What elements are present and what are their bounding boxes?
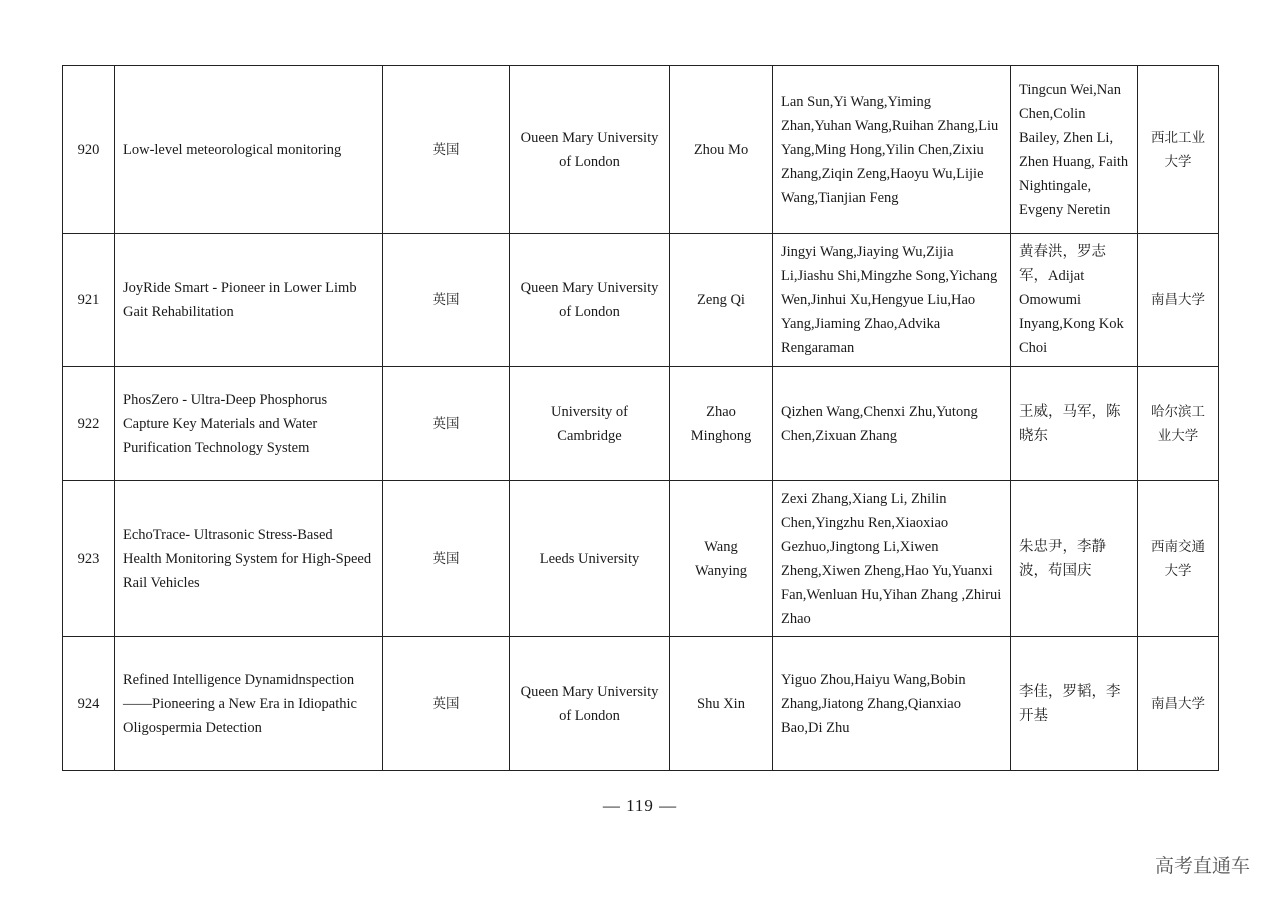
university: Leeds University — [510, 481, 670, 637]
country: 英国 — [383, 234, 510, 367]
row-number: 923 — [63, 481, 115, 637]
country: 英国 — [383, 367, 510, 481]
team-members: Yiguo Zhou,Haiyu Wang,Bobin Zhang,Jiatong Zhang,Qianxiao Bao,Di Zhu — [773, 637, 1011, 771]
country: 英国 — [383, 637, 510, 771]
page-number: — 119 — — [602, 796, 678, 815]
domestic-university: 西北工业大学 — [1138, 66, 1219, 234]
domestic-university: 南昌大学 — [1138, 234, 1219, 367]
country: 英国 — [383, 481, 510, 637]
table-row — [63, 637, 1219, 771]
project-name: Refined Intelligence Dynamidnspection——Pioneering a New Era in Idiopathic Oligospermia Detection — [115, 637, 383, 771]
project-table — [62, 65, 1219, 771]
project-name: Low-level meteorological monitoring — [115, 66, 383, 234]
domestic-university: 哈尔滨工业大学 — [1138, 367, 1219, 481]
table-row — [63, 234, 1219, 367]
row-number: 924 — [63, 637, 115, 771]
table-row — [63, 481, 1219, 637]
watermark: 高考直通车 — [1154, 855, 1250, 877]
team-members: Lan Sun,Yi Wang,Yiming Zhan,Yuhan Wang,Ruihan Zhang,Liu Yang,Ming Hong,Yilin Chen,Zixiu Zhang,Ziqin Zeng,Haoyu Wu,Lijie Wang,Tianjian Feng — [773, 66, 1011, 234]
project-name: JoyRide Smart - Pioneer in Lower Limb Gait Rehabilitation — [115, 234, 383, 367]
project-name: EchoTrace- Ultrasonic Stress-Based Health Monitoring System for High-Speed Rail Vehicles — [115, 481, 383, 637]
mentors: 黄春洪，罗志军，Adijat Omowumi Inyang,Kong Kok Choi — [1011, 234, 1138, 367]
row-number: 921 — [63, 234, 115, 367]
team-members: Jingyi Wang,Jiaying Wu,Zijia Li,Jiashu Shi,Mingzhe Song,Yichang Wen,Jinhui Xu,Hengyue Liu,Hao Yang,Jiaming Zhao,Advika Rengaraman — [773, 234, 1011, 367]
university: Oueen Mary University of London — [510, 66, 670, 234]
table-row — [63, 66, 1219, 234]
project-name: PhosZero - Ultra-Deep Phosphorus Capture Key Materials and Water Purification Technology System — [115, 367, 383, 481]
student: Zhao Minghong — [670, 367, 773, 481]
mentors: Tingcun Wei,Nan Chen,Colin Bailey, Zhen Li, Zhen Huang, Faith Nightingale, Evgeny Neretin — [1011, 66, 1138, 234]
university: University of Cambridge — [510, 367, 670, 481]
country: 英国 — [383, 66, 510, 234]
university: Queen Mary University of London — [510, 234, 670, 367]
domestic-university: 西南交通大学 — [1138, 481, 1219, 637]
mentors: 朱忠尹，李静波，苟国庆 — [1011, 481, 1138, 637]
university: Queen Mary University of London — [510, 637, 670, 771]
table-row — [63, 367, 1219, 481]
team-members: Zexi Zhang,Xiang Li, Zhilin Chen,Yingzhu Ren,Xiaoxiao Gezhuo,Jingtong Li,Xiwen Zheng,Xiwen Zheng,Hao Yu,Yuanxi Fan,Wenluan Hu,Yihan Zhang ,Zhirui Zhao — [773, 481, 1011, 637]
team-members: Qizhen Wang,Chenxi Zhu,Yutong Chen,Zixuan Zhang — [773, 367, 1011, 481]
row-number: 920 — [63, 66, 115, 234]
mentors: 李佳，罗韬，李开基 — [1011, 637, 1138, 771]
student: Zhou Mo — [670, 66, 773, 234]
student: Wang Wanying — [670, 481, 773, 637]
student: Shu Xin — [670, 637, 773, 771]
row-number: 922 — [63, 367, 115, 481]
domestic-university: 南昌大学 — [1138, 637, 1219, 771]
mentors: 王威，马军，陈晓东 — [1011, 367, 1138, 481]
student: Zeng Qi — [670, 234, 773, 367]
